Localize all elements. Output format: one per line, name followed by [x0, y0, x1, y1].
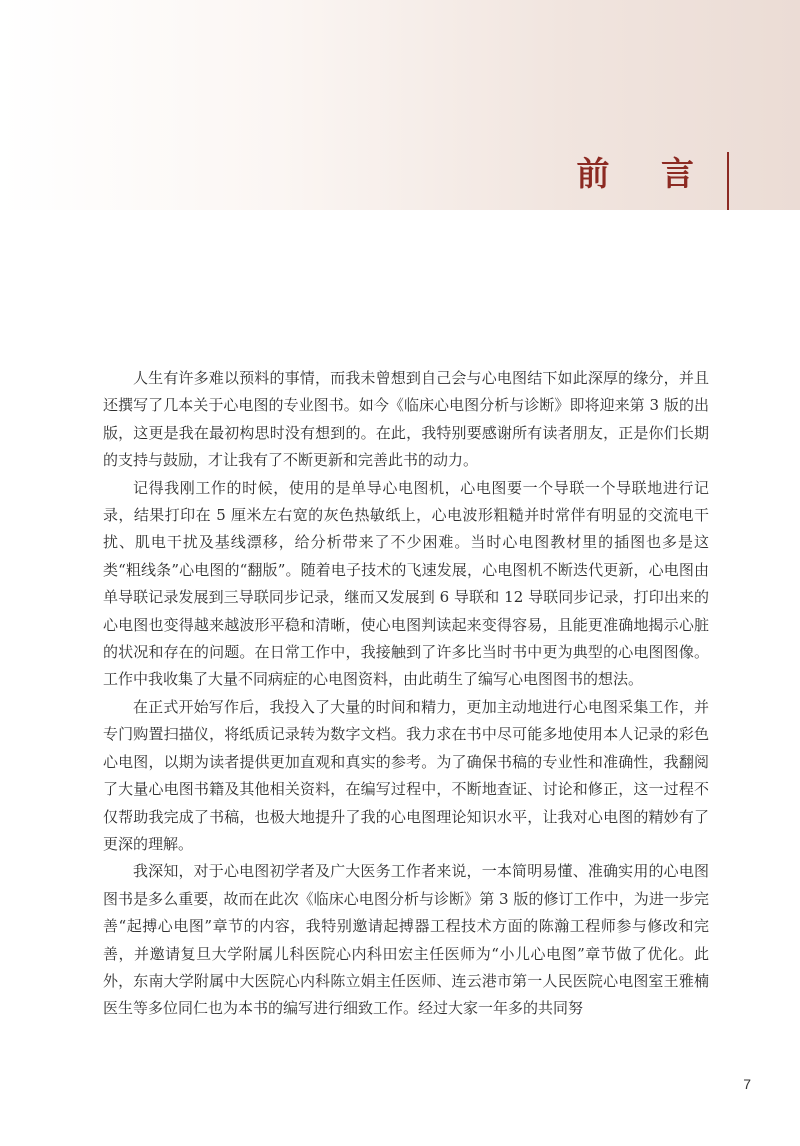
paragraph: 我深知，对于心电图初学者及广大医务工作者来说，一本简明易懂、准确实用的心电图图书是多么重要，故而在此次《临床心电图分析与诊断》第 3 版的修订工作中，为进一步完善“起搏心电图”章节的内容，我特别邀请起搏器工程技术方面的陈瀚工程师参与修改和完善，并邀请复旦大学附属儿科医院心内科田宏主任医师为“小儿心电图”章节做了优化。此外，东南大学附属中大医院心内科陈立娟主任医师、连云港市第一人民医院心电图室王雅楠医生等多位同仁也为本书的编写进行细致工作。经过大家一年多的共同努	[103, 862, 709, 1018]
title-accent-bar	[727, 152, 729, 210]
paragraph: 在正式开始写作后，我投入了大量的时间和精力，更加主动地进行心电图采集工作，并专门购置扫描仪，将纸质记录转为数字文档。我力求在书中尽可能多地使用本人记录的彩色心电图，以期为读者提供更加直观和真实的参考。为了确保书稿的专业性和准确性，我翻阅了大量心电图书籍及其他相关资料，在编写过程中，不断地查证、讨论和修正，这一过程不仅帮助我完成了书稿，也极大地提升了我的心电图理论知识水平，让我对心电图的精妙有了更深的理解。	[103, 697, 709, 853]
paragraph: 人生有许多难以预料的事情，而我未曾想到自己会与心电图结下如此深厚的缘分，并且还撰写了几本关于心电图的专业图书。如今《临床心电图分析与诊断》即将迎来第 3 版的出版，这更是我在最初构思时没有想到的。在此，我特别要感谢所有读者朋友，正是你们长期的支持与鼓励，才让我有了不断更新和完善此书的动力。	[103, 369, 709, 470]
preface-body	[103, 365, 709, 1023]
page-title: 前 言	[576, 154, 714, 193]
paragraph: 记得我刚工作的时候，使用的是单导心电图机，心电图要一个导联一个导联地进行记录，结果打印在 5 厘米左右宽的灰色热敏纸上，心电波形粗糙并时常伴有明显的交流电干扰、肌电干扰及基线漂移，给分析带来了不少困难。当时心电图教材里的插图也多是这类“粗线条”心电图的“翻版”。随着电子技术的飞速发展，心电图机不断迭代更新，心电图由单导联记录发展到三导联同步记录，继而又发展到 6 导联和 12 导联同步记录，打印出来的心电图也变得越来越波形平稳和清晰，使心电图判读起来变得容易，且能更准确地揭示心脏的状况和存在的问题。在日常工作中，我接触到了许多比当时书中更为典型的心电图图像。工作中我收集了大量不同病症的心电图资料，由此萌生了编写心电图图书的想法。	[103, 478, 709, 689]
page-number: 7	[743, 1076, 751, 1092]
